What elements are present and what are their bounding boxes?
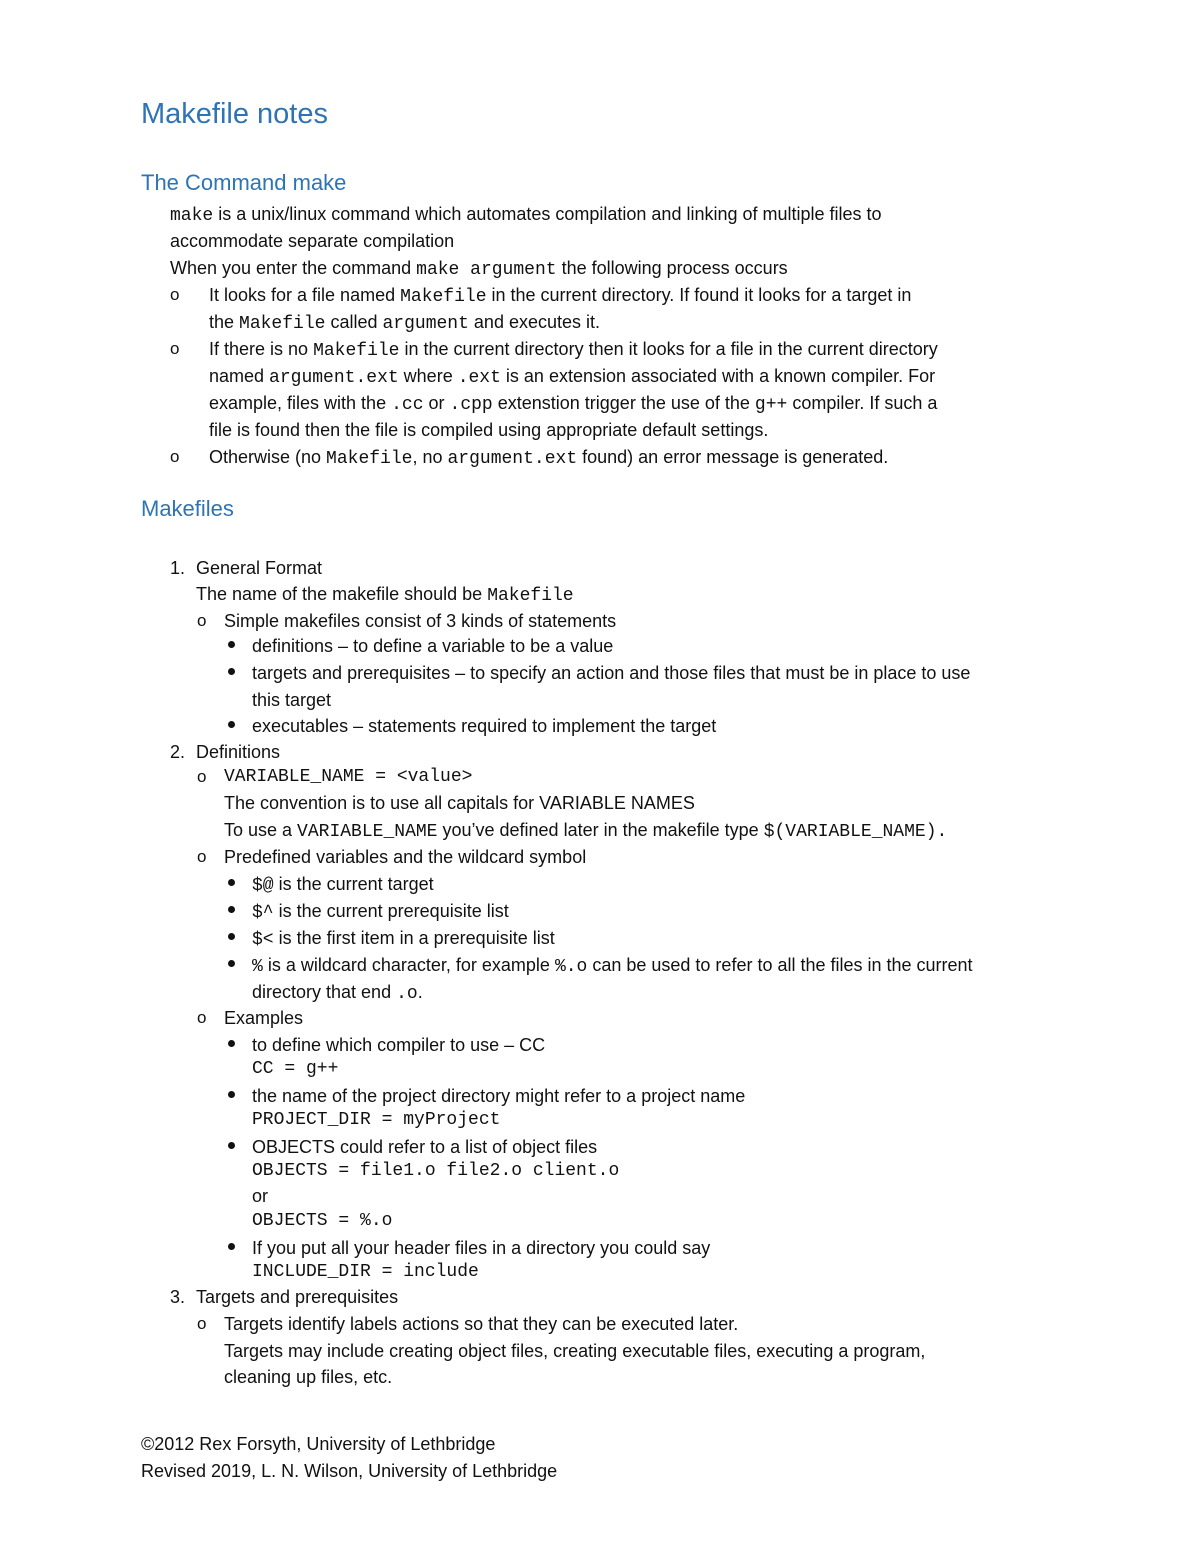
definitions-item: definitions – to define a variable to be a value [252, 636, 614, 656]
process-step-2-line-2: named argument.ext where .ext is an extension associated with a known compiler. For [209, 366, 936, 388]
bullet-marker: o [197, 1008, 207, 1027]
list-number-1: 1. [170, 558, 186, 578]
intro-line-1: make is a unix/linux command which automates compilation and linking of multiple files to [170, 204, 882, 226]
bullet-dot [228, 641, 235, 648]
bullet-dot [228, 879, 235, 886]
intro-line-2: accommodate separate compilation [170, 231, 455, 251]
objects-example-text: OBJECTS could refer to a list of object files [252, 1137, 598, 1157]
page-title: Makefile notes [141, 98, 328, 130]
bullet-dot [228, 933, 235, 940]
targets-description-line-2: Targets may include creating object files, creating executable files, executing a program, [224, 1341, 926, 1361]
examples-label: Examples [224, 1008, 304, 1028]
prerequisite-list-item: $^ is the current prerequisite list [252, 901, 509, 923]
objects-example-code-1: OBJECTS = file1.o file2.o client.o [252, 1161, 620, 1181]
list-number-2: 2. [170, 742, 186, 762]
section-heading-command-make: The Command make [141, 170, 347, 195]
targets-item-line-2: this target [252, 690, 332, 710]
executables-item: executables – statements required to implement the target [252, 716, 717, 736]
bullet-dot [228, 1040, 235, 1047]
bullet-dot [228, 906, 235, 913]
include-dir-example-text: If you put all your header files in a directory you could say [252, 1238, 711, 1258]
capitals-convention-line: The convention is to use all capitals for VARIABLE NAMES [224, 793, 695, 813]
process-step-1-line-2: the Makefile called argument and executes it. [209, 312, 601, 334]
statement-kinds-line: Simple makefiles consist of 3 kinds of statements [224, 611, 617, 631]
footer-copyright: ©2012 Rex Forsyth, University of Lethbridge [141, 1434, 496, 1454]
general-format-label: General Format [196, 558, 323, 578]
compiler-example-text: to define which compiler to use – CC [252, 1035, 546, 1055]
bullet-dot [228, 721, 235, 728]
list-number-3: 3. [170, 1287, 186, 1307]
bullet-marker: o [197, 767, 207, 786]
objects-example-code-2: OBJECTS = %.o [252, 1211, 393, 1231]
section-heading-makefiles: Makefiles [141, 496, 234, 521]
bullet-marker: o [197, 1314, 207, 1333]
bullet-marker: o [170, 447, 180, 466]
compiler-example-code: CC = g++ [252, 1059, 339, 1079]
process-step-2-line-4: file is found then the file is compiled using appropriate default settings. [209, 420, 769, 440]
bullet-marker: o [197, 847, 207, 866]
wildcard-item-line-2: directory that end .o. [252, 982, 423, 1004]
predefined-variables-line: Predefined variables and the wildcard symbol [224, 847, 587, 867]
wildcard-item-line-1: % is a wildcard character, for example %.o can be used to refer to all the files in the current [252, 955, 973, 977]
process-step-2-line-1: If there is no Makefile in the current directory then it looks for a file in the current directory [209, 339, 938, 361]
targets-description-line-3: cleaning up files, etc. [224, 1367, 393, 1387]
targets-item-line-1: targets and prerequisites – to specify an action and those files that must be in place to use [252, 663, 971, 683]
bullet-dot [228, 1243, 235, 1250]
definitions-label: Definitions [196, 742, 281, 762]
targets-label: Targets and prerequisites [196, 1287, 399, 1307]
bullet-dot [228, 960, 235, 967]
variable-definition-syntax: VARIABLE_NAME = <value> [224, 767, 473, 787]
bullet-marker: o [197, 611, 207, 630]
process-step-3: Otherwise (no Makefile, no argument.ext found) an error message is generated. [209, 447, 889, 469]
process-step-2-line-3: example, files with the .cc or .cpp extenstion trigger the use of the g++ compiler. If such a [209, 393, 938, 415]
bullet-dot [228, 1142, 235, 1149]
objects-example-or: or [252, 1186, 269, 1206]
include-dir-example-code: INCLUDE_DIR = include [252, 1262, 479, 1282]
targets-description-line-1: Targets identify labels actions so that they can be executed later. [224, 1314, 739, 1334]
variable-usage-line: To use a VARIABLE_NAME you’ve defined later in the makefile type $(VARIABLE_NAME). [224, 820, 948, 842]
current-target-item: $@ is the current target [252, 874, 434, 896]
project-dir-example-code: PROJECT_DIR = myProject [252, 1110, 501, 1130]
bullet-dot [228, 668, 235, 675]
bullet-marker: o [170, 339, 180, 358]
makefile-name-line: The name of the makefile should be Makefile [196, 584, 574, 606]
footer-revision: Revised 2019, L. N. Wilson, University of Lethbridge [141, 1461, 558, 1481]
intro-line-3: When you enter the command make argument the following process occurs [170, 258, 788, 280]
process-step-1-line-1: It looks for a file named Makefile in the current directory. If found it looks for a target in [209, 285, 912, 307]
bullet-dot [228, 1091, 235, 1098]
project-dir-example-text: the name of the project directory might refer to a project name [252, 1086, 746, 1106]
first-prerequisite-item: $< is the first item in a prerequisite list [252, 928, 555, 950]
bullet-marker: o [170, 285, 180, 304]
